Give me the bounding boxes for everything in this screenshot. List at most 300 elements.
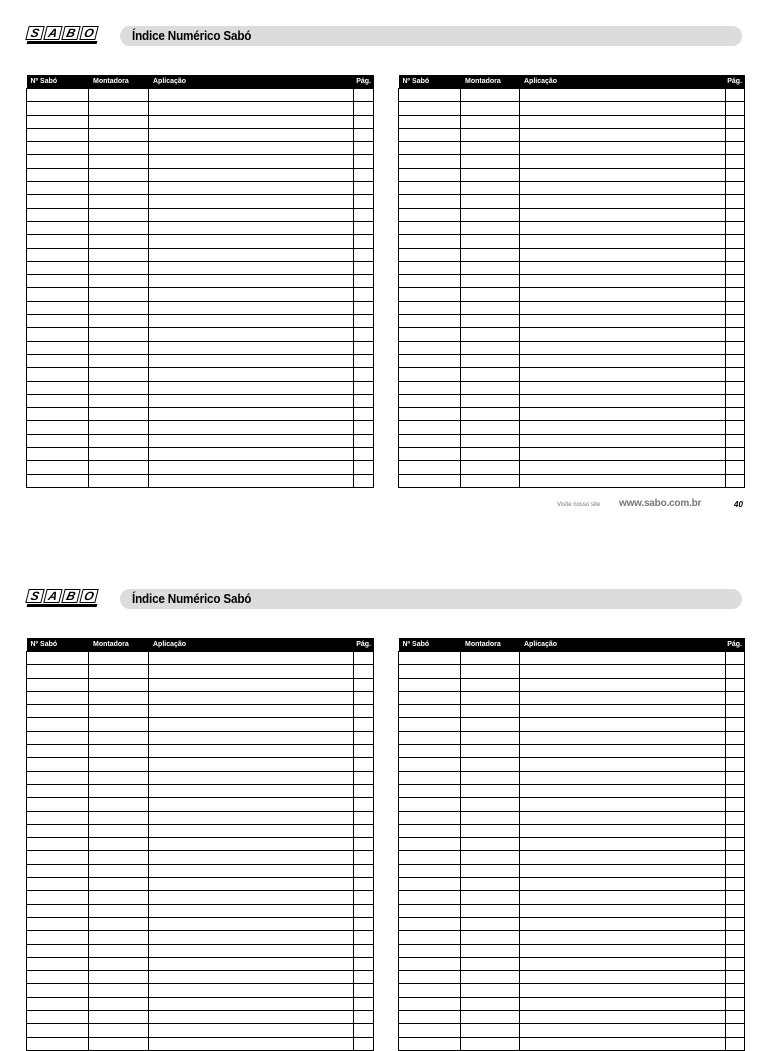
- cell-pagina[interactable]: [726, 957, 745, 970]
- cell-pagina[interactable]: [726, 824, 745, 837]
- cell-montadora[interactable]: [89, 1024, 149, 1037]
- cell-aplicacao[interactable]: [149, 235, 354, 248]
- cell-montadora[interactable]: [461, 235, 520, 248]
- cell-numero[interactable]: [27, 745, 89, 758]
- cell-numero[interactable]: [399, 798, 461, 811]
- cell-pagina[interactable]: [726, 665, 745, 678]
- cell-numero[interactable]: [27, 115, 89, 128]
- cell-montadora[interactable]: [89, 354, 149, 367]
- cell-aplicacao[interactable]: [520, 957, 726, 970]
- cell-montadora[interactable]: [89, 1011, 149, 1024]
- cell-numero[interactable]: [399, 731, 461, 744]
- cell-montadora[interactable]: [461, 195, 520, 208]
- cell-aplicacao[interactable]: [149, 838, 354, 851]
- cell-pagina[interactable]: [354, 408, 374, 421]
- cell-pagina[interactable]: [726, 128, 745, 141]
- cell-aplicacao[interactable]: [520, 1037, 726, 1050]
- cell-pagina[interactable]: [354, 155, 374, 168]
- cell-aplicacao[interactable]: [520, 248, 726, 261]
- cell-aplicacao[interactable]: [520, 691, 726, 704]
- cell-pagina[interactable]: [726, 221, 745, 234]
- cell-numero[interactable]: [27, 128, 89, 141]
- cell-numero[interactable]: [27, 718, 89, 731]
- cell-numero[interactable]: [27, 248, 89, 261]
- cell-numero[interactable]: [399, 381, 461, 394]
- cell-aplicacao[interactable]: [149, 155, 354, 168]
- cell-pagina[interactable]: [354, 705, 374, 718]
- cell-aplicacao[interactable]: [520, 811, 726, 824]
- cell-aplicacao[interactable]: [149, 128, 354, 141]
- cell-numero[interactable]: [399, 182, 461, 195]
- cell-numero[interactable]: [399, 917, 461, 930]
- cell-aplicacao[interactable]: [149, 381, 354, 394]
- cell-montadora[interactable]: [461, 652, 520, 665]
- cell-pagina[interactable]: [726, 301, 745, 314]
- cell-montadora[interactable]: [461, 944, 520, 957]
- cell-numero[interactable]: [399, 931, 461, 944]
- cell-numero[interactable]: [399, 328, 461, 341]
- cell-montadora[interactable]: [89, 461, 149, 474]
- cell-numero[interactable]: [27, 731, 89, 744]
- cell-montadora[interactable]: [461, 851, 520, 864]
- cell-pagina[interactable]: [354, 731, 374, 744]
- cell-numero[interactable]: [399, 997, 461, 1010]
- cell-montadora[interactable]: [461, 248, 520, 261]
- cell-montadora[interactable]: [461, 102, 520, 115]
- cell-aplicacao[interactable]: [520, 784, 726, 797]
- cell-numero[interactable]: [27, 288, 89, 301]
- cell-aplicacao[interactable]: [149, 368, 354, 381]
- cell-numero[interactable]: [27, 235, 89, 248]
- cell-numero[interactable]: [27, 904, 89, 917]
- cell-montadora[interactable]: [461, 315, 520, 328]
- cell-montadora[interactable]: [89, 261, 149, 274]
- cell-aplicacao[interactable]: [149, 208, 354, 221]
- cell-montadora[interactable]: [89, 971, 149, 984]
- cell-montadora[interactable]: [461, 984, 520, 997]
- cell-pagina[interactable]: [354, 891, 374, 904]
- cell-numero[interactable]: [27, 474, 89, 487]
- cell-pagina[interactable]: [726, 115, 745, 128]
- cell-aplicacao[interactable]: [149, 931, 354, 944]
- cell-numero[interactable]: [399, 851, 461, 864]
- cell-pagina[interactable]: [726, 652, 745, 665]
- cell-pagina[interactable]: [354, 904, 374, 917]
- cell-montadora[interactable]: [461, 878, 520, 891]
- cell-pagina[interactable]: [354, 851, 374, 864]
- cell-aplicacao[interactable]: [149, 341, 354, 354]
- cell-montadora[interactable]: [89, 195, 149, 208]
- cell-pagina[interactable]: [354, 1024, 374, 1037]
- cell-numero[interactable]: [27, 957, 89, 970]
- cell-aplicacao[interactable]: [520, 665, 726, 678]
- cell-aplicacao[interactable]: [520, 851, 726, 864]
- cell-aplicacao[interactable]: [149, 691, 354, 704]
- cell-pagina[interactable]: [726, 771, 745, 784]
- cell-montadora[interactable]: [461, 798, 520, 811]
- cell-montadora[interactable]: [461, 824, 520, 837]
- cell-pagina[interactable]: [726, 851, 745, 864]
- cell-montadora[interactable]: [89, 718, 149, 731]
- cell-aplicacao[interactable]: [149, 1024, 354, 1037]
- cell-numero[interactable]: [27, 328, 89, 341]
- cell-numero[interactable]: [27, 315, 89, 328]
- cell-numero[interactable]: [27, 944, 89, 957]
- cell-pagina[interactable]: [354, 128, 374, 141]
- cell-numero[interactable]: [27, 997, 89, 1010]
- cell-pagina[interactable]: [354, 864, 374, 877]
- cell-montadora[interactable]: [89, 182, 149, 195]
- cell-aplicacao[interactable]: [149, 917, 354, 930]
- cell-numero[interactable]: [399, 301, 461, 314]
- cell-pagina[interactable]: [354, 301, 374, 314]
- cell-numero[interactable]: [399, 984, 461, 997]
- cell-pagina[interactable]: [354, 248, 374, 261]
- cell-numero[interactable]: [399, 1011, 461, 1024]
- cell-montadora[interactable]: [89, 301, 149, 314]
- cell-pagina[interactable]: [726, 155, 745, 168]
- cell-numero[interactable]: [27, 421, 89, 434]
- cell-montadora[interactable]: [461, 328, 520, 341]
- cell-pagina[interactable]: [726, 474, 745, 487]
- cell-aplicacao[interactable]: [520, 89, 726, 102]
- cell-pagina[interactable]: [354, 1011, 374, 1024]
- cell-numero[interactable]: [27, 182, 89, 195]
- cell-aplicacao[interactable]: [149, 182, 354, 195]
- cell-pagina[interactable]: [354, 448, 374, 461]
- cell-montadora[interactable]: [461, 771, 520, 784]
- cell-pagina[interactable]: [726, 182, 745, 195]
- cell-montadora[interactable]: [89, 102, 149, 115]
- cell-aplicacao[interactable]: [520, 328, 726, 341]
- cell-pagina[interactable]: [726, 341, 745, 354]
- cell-pagina[interactable]: [354, 678, 374, 691]
- cell-numero[interactable]: [399, 665, 461, 678]
- cell-montadora[interactable]: [461, 838, 520, 851]
- cell-montadora[interactable]: [461, 301, 520, 314]
- cell-montadora[interactable]: [461, 691, 520, 704]
- cell-pagina[interactable]: [354, 931, 374, 944]
- cell-pagina[interactable]: [354, 984, 374, 997]
- cell-montadora[interactable]: [89, 115, 149, 128]
- cell-numero[interactable]: [27, 824, 89, 837]
- cell-aplicacao[interactable]: [520, 904, 726, 917]
- cell-numero[interactable]: [27, 341, 89, 354]
- cell-aplicacao[interactable]: [520, 448, 726, 461]
- cell-aplicacao[interactable]: [149, 904, 354, 917]
- cell-aplicacao[interactable]: [520, 128, 726, 141]
- cell-montadora[interactable]: [461, 665, 520, 678]
- cell-numero[interactable]: [399, 718, 461, 731]
- cell-aplicacao[interactable]: [149, 474, 354, 487]
- cell-pagina[interactable]: [726, 102, 745, 115]
- cell-numero[interactable]: [399, 102, 461, 115]
- cell-aplicacao[interactable]: [520, 771, 726, 784]
- cell-pagina[interactable]: [726, 208, 745, 221]
- cell-aplicacao[interactable]: [149, 142, 354, 155]
- cell-aplicacao[interactable]: [149, 731, 354, 744]
- cell-pagina[interactable]: [726, 142, 745, 155]
- cell-aplicacao[interactable]: [149, 275, 354, 288]
- cell-montadora[interactable]: [89, 798, 149, 811]
- cell-montadora[interactable]: [461, 381, 520, 394]
- cell-pagina[interactable]: [726, 758, 745, 771]
- cell-pagina[interactable]: [354, 102, 374, 115]
- cell-numero[interactable]: [27, 771, 89, 784]
- cell-montadora[interactable]: [89, 474, 149, 487]
- cell-pagina[interactable]: [354, 718, 374, 731]
- cell-pagina[interactable]: [726, 1037, 745, 1050]
- cell-numero[interactable]: [399, 838, 461, 851]
- cell-montadora[interactable]: [461, 957, 520, 970]
- cell-montadora[interactable]: [461, 904, 520, 917]
- cell-pagina[interactable]: [354, 394, 374, 407]
- cell-montadora[interactable]: [461, 718, 520, 731]
- cell-pagina[interactable]: [726, 944, 745, 957]
- cell-aplicacao[interactable]: [520, 718, 726, 731]
- cell-pagina[interactable]: [354, 288, 374, 301]
- cell-numero[interactable]: [27, 195, 89, 208]
- cell-aplicacao[interactable]: [149, 997, 354, 1010]
- cell-pagina[interactable]: [354, 474, 374, 487]
- cell-pagina[interactable]: [726, 328, 745, 341]
- cell-montadora[interactable]: [461, 917, 520, 930]
- cell-pagina[interactable]: [354, 798, 374, 811]
- cell-numero[interactable]: [399, 461, 461, 474]
- cell-numero[interactable]: [399, 878, 461, 891]
- cell-numero[interactable]: [27, 851, 89, 864]
- cell-montadora[interactable]: [89, 248, 149, 261]
- cell-numero[interactable]: [27, 381, 89, 394]
- cell-aplicacao[interactable]: [149, 394, 354, 407]
- cell-numero[interactable]: [27, 678, 89, 691]
- cell-numero[interactable]: [399, 341, 461, 354]
- cell-montadora[interactable]: [461, 89, 520, 102]
- cell-aplicacao[interactable]: [149, 705, 354, 718]
- cell-montadora[interactable]: [461, 354, 520, 367]
- cell-montadora[interactable]: [461, 155, 520, 168]
- cell-aplicacao[interactable]: [520, 208, 726, 221]
- cell-numero[interactable]: [399, 408, 461, 421]
- cell-pagina[interactable]: [726, 89, 745, 102]
- cell-pagina[interactable]: [726, 261, 745, 274]
- cell-montadora[interactable]: [89, 208, 149, 221]
- cell-montadora[interactable]: [461, 275, 520, 288]
- cell-montadora[interactable]: [461, 142, 520, 155]
- cell-numero[interactable]: [399, 248, 461, 261]
- cell-numero[interactable]: [399, 678, 461, 691]
- cell-numero[interactable]: [27, 408, 89, 421]
- cell-montadora[interactable]: [89, 984, 149, 997]
- cell-aplicacao[interactable]: [149, 288, 354, 301]
- cell-numero[interactable]: [399, 195, 461, 208]
- cell-montadora[interactable]: [461, 208, 520, 221]
- cell-aplicacao[interactable]: [149, 421, 354, 434]
- cell-montadora[interactable]: [89, 745, 149, 758]
- cell-aplicacao[interactable]: [520, 864, 726, 877]
- cell-montadora[interactable]: [461, 1024, 520, 1037]
- cell-numero[interactable]: [399, 1024, 461, 1037]
- cell-montadora[interactable]: [89, 665, 149, 678]
- cell-pagina[interactable]: [354, 652, 374, 665]
- cell-aplicacao[interactable]: [149, 957, 354, 970]
- cell-numero[interactable]: [27, 891, 89, 904]
- cell-numero[interactable]: [27, 89, 89, 102]
- cell-aplicacao[interactable]: [149, 971, 354, 984]
- cell-pagina[interactable]: [726, 971, 745, 984]
- cell-aplicacao[interactable]: [520, 984, 726, 997]
- cell-pagina[interactable]: [726, 864, 745, 877]
- cell-numero[interactable]: [27, 434, 89, 447]
- cell-pagina[interactable]: [354, 957, 374, 970]
- cell-pagina[interactable]: [726, 718, 745, 731]
- cell-montadora[interactable]: [89, 784, 149, 797]
- cell-aplicacao[interactable]: [149, 798, 354, 811]
- cell-aplicacao[interactable]: [520, 354, 726, 367]
- cell-pagina[interactable]: [726, 997, 745, 1010]
- cell-montadora[interactable]: [461, 448, 520, 461]
- cell-pagina[interactable]: [726, 168, 745, 181]
- cell-pagina[interactable]: [354, 208, 374, 221]
- cell-aplicacao[interactable]: [520, 878, 726, 891]
- cell-montadora[interactable]: [89, 997, 149, 1010]
- cell-numero[interactable]: [399, 474, 461, 487]
- cell-aplicacao[interactable]: [520, 745, 726, 758]
- cell-montadora[interactable]: [89, 315, 149, 328]
- cell-montadora[interactable]: [461, 368, 520, 381]
- cell-aplicacao[interactable]: [520, 315, 726, 328]
- cell-numero[interactable]: [27, 864, 89, 877]
- cell-numero[interactable]: [27, 208, 89, 221]
- cell-numero[interactable]: [399, 811, 461, 824]
- cell-montadora[interactable]: [461, 168, 520, 181]
- cell-numero[interactable]: [27, 1024, 89, 1037]
- cell-aplicacao[interactable]: [520, 115, 726, 128]
- cell-pagina[interactable]: [726, 705, 745, 718]
- cell-aplicacao[interactable]: [520, 168, 726, 181]
- cell-aplicacao[interactable]: [149, 784, 354, 797]
- cell-aplicacao[interactable]: [520, 142, 726, 155]
- cell-pagina[interactable]: [726, 235, 745, 248]
- cell-pagina[interactable]: [726, 731, 745, 744]
- cell-aplicacao[interactable]: [520, 235, 726, 248]
- cell-aplicacao[interactable]: [520, 288, 726, 301]
- cell-montadora[interactable]: [89, 678, 149, 691]
- cell-numero[interactable]: [399, 758, 461, 771]
- cell-aplicacao[interactable]: [520, 368, 726, 381]
- cell-pagina[interactable]: [726, 1024, 745, 1037]
- cell-numero[interactable]: [27, 354, 89, 367]
- cell-pagina[interactable]: [354, 784, 374, 797]
- cell-montadora[interactable]: [89, 288, 149, 301]
- cell-aplicacao[interactable]: [520, 678, 726, 691]
- cell-pagina[interactable]: [726, 784, 745, 797]
- cell-pagina[interactable]: [726, 434, 745, 447]
- cell-aplicacao[interactable]: [149, 315, 354, 328]
- cell-montadora[interactable]: [461, 971, 520, 984]
- cell-montadora[interactable]: [89, 434, 149, 447]
- cell-aplicacao[interactable]: [149, 665, 354, 678]
- cell-pagina[interactable]: [354, 771, 374, 784]
- cell-montadora[interactable]: [461, 1037, 520, 1050]
- cell-pagina[interactable]: [726, 811, 745, 824]
- cell-pagina[interactable]: [726, 408, 745, 421]
- cell-aplicacao[interactable]: [520, 275, 726, 288]
- cell-aplicacao[interactable]: [520, 838, 726, 851]
- cell-numero[interactable]: [399, 652, 461, 665]
- cell-montadora[interactable]: [89, 1037, 149, 1050]
- cell-aplicacao[interactable]: [149, 878, 354, 891]
- cell-montadora[interactable]: [461, 731, 520, 744]
- cell-pagina[interactable]: [354, 878, 374, 891]
- cell-aplicacao[interactable]: [520, 381, 726, 394]
- cell-numero[interactable]: [399, 221, 461, 234]
- cell-numero[interactable]: [27, 811, 89, 824]
- cell-numero[interactable]: [27, 691, 89, 704]
- cell-numero[interactable]: [399, 89, 461, 102]
- cell-numero[interactable]: [27, 878, 89, 891]
- cell-montadora[interactable]: [461, 705, 520, 718]
- cell-aplicacao[interactable]: [520, 731, 726, 744]
- cell-aplicacao[interactable]: [520, 824, 726, 837]
- cell-numero[interactable]: [27, 448, 89, 461]
- cell-numero[interactable]: [399, 235, 461, 248]
- cell-pagina[interactable]: [354, 315, 374, 328]
- cell-numero[interactable]: [27, 784, 89, 797]
- cell-montadora[interactable]: [89, 448, 149, 461]
- cell-montadora[interactable]: [89, 341, 149, 354]
- cell-pagina[interactable]: [354, 381, 374, 394]
- cell-montadora[interactable]: [89, 904, 149, 917]
- cell-montadora[interactable]: [89, 851, 149, 864]
- cell-aplicacao[interactable]: [149, 718, 354, 731]
- cell-aplicacao[interactable]: [520, 798, 726, 811]
- cell-pagina[interactable]: [726, 421, 745, 434]
- cell-montadora[interactable]: [89, 944, 149, 957]
- cell-aplicacao[interactable]: [149, 678, 354, 691]
- cell-montadora[interactable]: [89, 421, 149, 434]
- cell-montadora[interactable]: [89, 328, 149, 341]
- cell-pagina[interactable]: [354, 838, 374, 851]
- cell-aplicacao[interactable]: [149, 261, 354, 274]
- cell-numero[interactable]: [27, 221, 89, 234]
- cell-pagina[interactable]: [354, 971, 374, 984]
- cell-aplicacao[interactable]: [520, 1011, 726, 1024]
- cell-montadora[interactable]: [461, 997, 520, 1010]
- cell-montadora[interactable]: [461, 678, 520, 691]
- cell-montadora[interactable]: [461, 221, 520, 234]
- cell-aplicacao[interactable]: [149, 89, 354, 102]
- cell-pagina[interactable]: [354, 944, 374, 957]
- cell-pagina[interactable]: [354, 328, 374, 341]
- cell-pagina[interactable]: [354, 341, 374, 354]
- cell-pagina[interactable]: [354, 182, 374, 195]
- cell-montadora[interactable]: [461, 891, 520, 904]
- cell-aplicacao[interactable]: [149, 891, 354, 904]
- cell-numero[interactable]: [27, 155, 89, 168]
- cell-numero[interactable]: [399, 421, 461, 434]
- cell-numero[interactable]: [27, 301, 89, 314]
- cell-numero[interactable]: [399, 288, 461, 301]
- cell-numero[interactable]: [27, 652, 89, 665]
- cell-pagina[interactable]: [354, 261, 374, 274]
- cell-pagina[interactable]: [726, 275, 745, 288]
- cell-montadora[interactable]: [89, 811, 149, 824]
- cell-numero[interactable]: [399, 824, 461, 837]
- website-link[interactable]: www.sabo.com.br: [619, 498, 702, 509]
- cell-pagina[interactable]: [354, 665, 374, 678]
- cell-numero[interactable]: [399, 784, 461, 797]
